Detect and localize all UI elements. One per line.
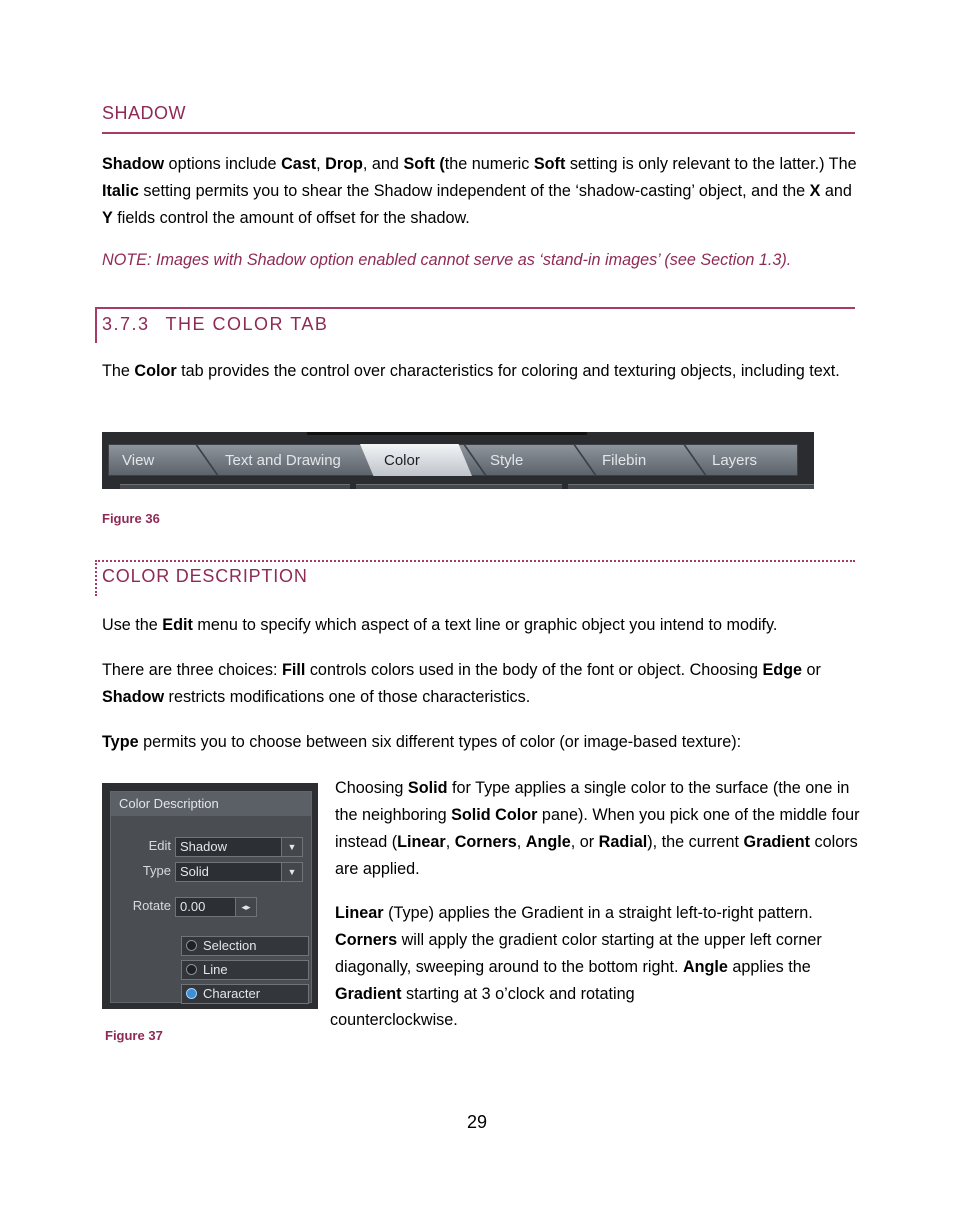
text-run: pane). When you pick one of the middle four instead ( xyxy=(335,806,860,851)
bold-term: Angle xyxy=(682,958,728,976)
tab-panel xyxy=(568,484,814,489)
bold-term: Y xyxy=(102,209,113,227)
solid-type-paragraph xyxy=(335,775,860,883)
text-run: setting permits you to shear the Shadow independent of the ‘shadow-casting’ object, and the xyxy=(138,182,810,200)
tabstrip-top-line xyxy=(307,432,587,435)
radio-selected-icon xyxy=(186,988,197,999)
bold-term: Gradient xyxy=(335,985,402,1003)
bold-term: Type xyxy=(102,733,139,751)
section-title: THE COLOR TAB xyxy=(165,314,329,334)
line-label: Line xyxy=(203,962,228,977)
linear-type-paragraph-last-line: counterclockwise. xyxy=(330,1011,458,1029)
text-run: controls colors used in the body of the font or object. Choosing xyxy=(305,661,763,679)
text-run: There are three choices: xyxy=(102,661,282,679)
figure36-caption: Figure 36 xyxy=(102,511,160,526)
section-number: 3.7.3 xyxy=(102,314,150,334)
bold-term: X xyxy=(809,182,821,200)
text-run: Choosing xyxy=(335,779,408,797)
bold-term: Color xyxy=(134,362,177,380)
section-heading-shadow: SHADOW xyxy=(102,103,186,123)
bold-term: Fill xyxy=(281,661,306,679)
tab-color[interactable]: Color xyxy=(384,452,420,469)
panel-body xyxy=(110,791,312,1003)
text-run: , xyxy=(445,833,455,851)
edit-label: Edit xyxy=(148,838,171,853)
text-run: for Type applies a single color to the surface (the one in the neighboring xyxy=(335,779,850,824)
edit-select-value: Shadow xyxy=(180,839,227,854)
section-border-top xyxy=(95,307,855,309)
bold-term: Corners xyxy=(454,833,517,851)
text-run: colors are applied. xyxy=(335,833,858,878)
edit-menu-paragraph xyxy=(102,612,862,639)
bold-term: Linear xyxy=(335,904,384,922)
text-run: fields control the amount of offset for the shadow. xyxy=(112,209,470,227)
text-run: menu to specify which aspect of a text line or graphic object you intend to modify. xyxy=(192,616,778,634)
bold-term: Shadow xyxy=(102,688,165,706)
bold-term: Shadow xyxy=(102,155,165,173)
type-label: Type xyxy=(142,863,171,878)
tab-style[interactable]: Style xyxy=(490,452,524,469)
bold-term: Edge xyxy=(762,661,803,679)
text-run: setting is only relevant to the latter.) The xyxy=(565,155,857,173)
radio-icon xyxy=(186,964,197,975)
section-heading-color-description: COLOR DESCRIPTION xyxy=(102,566,308,586)
section-border-left xyxy=(95,307,97,343)
page-number: 29 xyxy=(466,1112,488,1132)
text-run: , or xyxy=(570,833,599,851)
rotate-label: Rotate xyxy=(132,898,171,913)
text-run: , xyxy=(516,833,526,851)
bold-term: Solid Color xyxy=(451,806,538,824)
type-select-value: Solid xyxy=(180,864,209,879)
bold-term: Cast xyxy=(281,155,317,173)
tab-panel xyxy=(120,484,350,489)
bold-term: Soft ( xyxy=(403,155,445,173)
text-run: The xyxy=(102,362,135,380)
rotate-value: 0.00 xyxy=(180,899,206,914)
text-run: (Type) applies the Gradient in a straight left-to-right pattern. xyxy=(383,904,813,922)
bold-term: Radial xyxy=(598,833,648,851)
chevron-down-icon[interactable]: ▼ xyxy=(281,863,302,881)
section-border-left-dotted xyxy=(95,560,97,596)
figure36-tab-strip xyxy=(102,432,814,489)
text-run: ), the current xyxy=(647,833,744,851)
bold-term: Italic xyxy=(102,182,139,200)
type-paragraph xyxy=(102,729,862,756)
figure37-caption: Figure 37 xyxy=(105,1028,163,1043)
section-heading-color-tab xyxy=(102,314,328,335)
text-run: the numeric xyxy=(444,155,534,173)
figure37-color-description-panel xyxy=(102,783,318,1009)
color-tab-paragraph xyxy=(102,358,842,385)
bold-term: Solid xyxy=(407,779,448,797)
selection-label: Selection xyxy=(203,938,257,953)
edit-select[interactable] xyxy=(175,837,303,857)
bold-term: Corners xyxy=(335,931,398,949)
line-radio-button[interactable] xyxy=(181,960,309,980)
shadow-note: NOTE: Images with Shadow option enabled cannot serve as ‘stand-in images’ (see Section 1.3). xyxy=(102,251,792,269)
tab-view[interactable]: View xyxy=(122,452,155,469)
text-run: will apply the gradient color starting at the upper left corner diagonally, sweeping around to the bottom right. xyxy=(335,931,822,976)
text-run: and xyxy=(820,182,852,200)
bold-term: Soft xyxy=(533,155,566,173)
text-run: options include xyxy=(164,155,282,173)
text-run: applies the xyxy=(727,958,811,976)
tab-text-and-drawing[interactable]: Text and Drawing xyxy=(225,452,341,469)
text-run: or xyxy=(802,661,821,679)
chevron-down-icon[interactable]: ▼ xyxy=(281,838,302,856)
text-run: , and xyxy=(362,155,404,173)
text-run: permits you to choose between six different types of color (or image-based texture): xyxy=(138,733,742,751)
text-run: starting at 3 o’clock and rotating xyxy=(401,985,635,1003)
radio-icon xyxy=(186,940,197,951)
selection-radio-button[interactable] xyxy=(181,936,309,956)
character-radio-button[interactable] xyxy=(181,984,309,1004)
tab-layers[interactable]: Layers xyxy=(712,452,758,469)
section-border-top-dotted xyxy=(95,560,855,562)
bold-term: Angle xyxy=(525,833,571,851)
text-run: , xyxy=(316,155,326,173)
bold-term: Edit xyxy=(162,616,193,634)
tab-filebin[interactable]: Filebin xyxy=(602,452,647,469)
text-run: Use the xyxy=(102,616,163,634)
tab-panel xyxy=(356,484,562,489)
text-run: tab provides the control over characteristics for coloring and texturing objects, including text. xyxy=(176,362,840,380)
character-label: Character xyxy=(203,986,261,1001)
linear-type-paragraph xyxy=(335,900,860,1008)
choices-paragraph xyxy=(102,657,842,711)
heading-rule xyxy=(102,132,855,134)
panel-title: Color Description xyxy=(111,792,311,816)
type-select[interactable] xyxy=(175,862,303,882)
shadow-paragraph xyxy=(102,151,862,232)
stepper-arrows-icon[interactable]: ◂▸ xyxy=(235,898,256,916)
text-run: restricts modifications one of those characteristics. xyxy=(164,688,531,706)
bold-term: Drop xyxy=(325,155,363,173)
rotate-field[interactable] xyxy=(175,897,257,917)
bold-term: Gradient xyxy=(743,833,811,851)
bold-term: Linear xyxy=(397,833,446,851)
